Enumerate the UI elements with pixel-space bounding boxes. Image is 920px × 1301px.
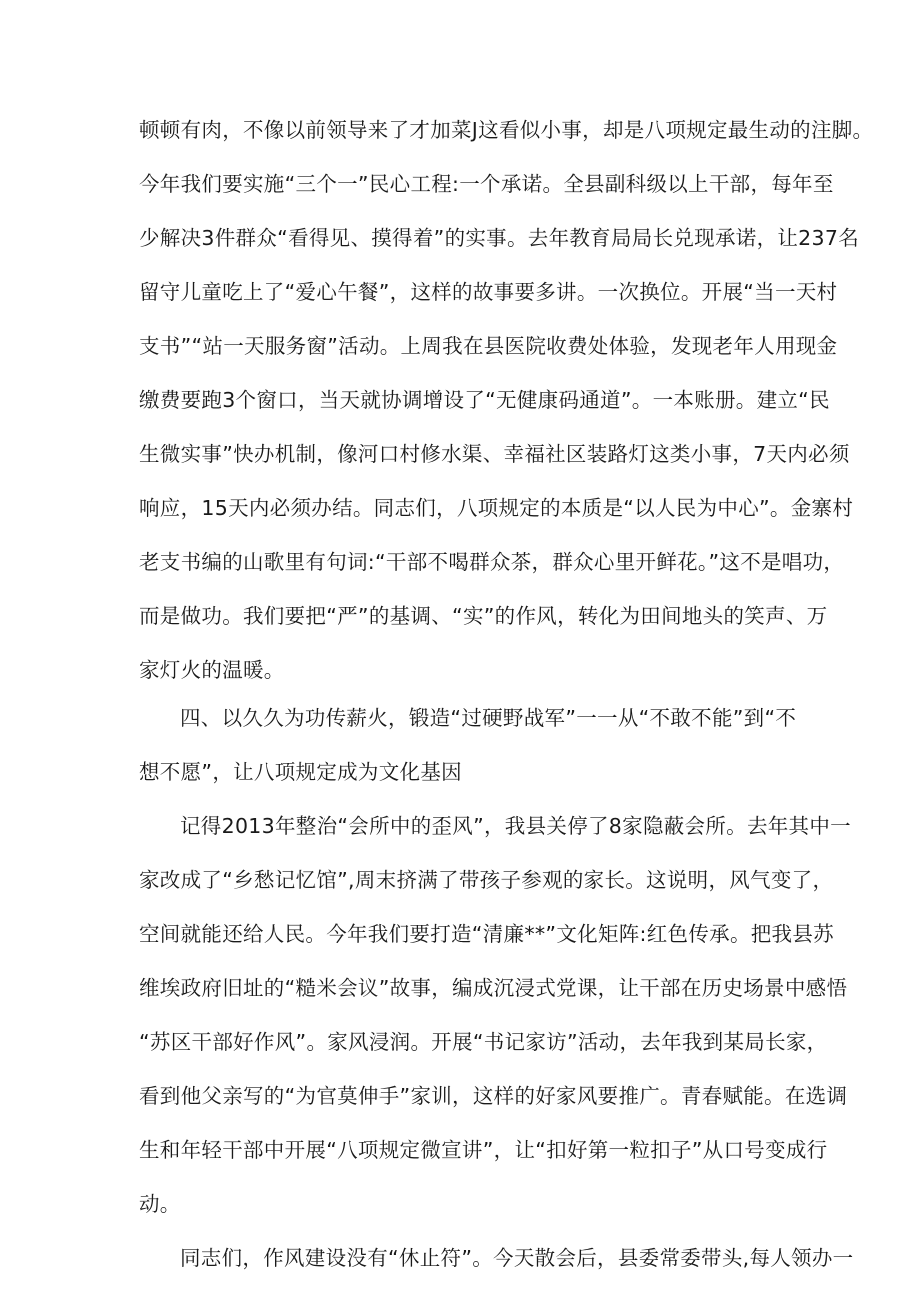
text-line: 看到他父亲写的“为官莫伸手”家训，这样的好家风要推广。青春赋能。在选调 — [139, 1084, 848, 1108]
text-line: 家改成了“乡愁记忆馆”,周末挤满了带孩子参观的家长。这说明，风气变了， — [139, 868, 834, 892]
text-line: “苏区干部好作风”。家风浸润。开展“书记家访”活动，去年我到某局长家， — [139, 1030, 828, 1054]
text-line: 缴费要跑3个窗口，当天就协调增设了“无健康码通道”。一本账册。建立“民 — [139, 388, 830, 412]
text-line: 同志们，作风建设没有“休止符”。今天散会后，县委常委带头,每人领办一 — [180, 1246, 854, 1270]
text-line: 生微实事”快办机制，像河口村修水渠、幸福社区装路灯这类小事，7天内必须 — [139, 442, 850, 466]
text-line: 少解决3件群众“看得见、摸得着”的实事。去年教育局局长兑现承诺，让237名 — [139, 226, 860, 250]
text-line: 响应，15天内必须办结。同志们，八项规定的本质是“以人民为中心”。金寨村 — [139, 496, 854, 520]
text-line: 生和年轻干部中开展“八项规定微宣讲”，让“扣好第一粒扣子”从口号变成行 — [139, 1138, 828, 1162]
text-line: 维埃政府旧址的“糙米会议”故事，编成沉浸式党课，让干部在历史场景中感悟 — [139, 976, 848, 1000]
text-line: 空间就能还给人民。今年我们要打造“清廉**”文化矩阵:红色传承。把我县苏 — [139, 922, 834, 946]
text-line: 留守儿童吃上了“爱心午餐”，这样的故事要多讲。一次换位。开展“当一天村 — [139, 280, 838, 304]
text-line: 支书”“站一天服务窗”活动。上周我在县医院收费处体验，发现老年人用现金 — [139, 334, 838, 358]
section-heading-line: 想不愿”，让八项规定成为文化基因 — [139, 760, 462, 784]
text-line: 今年我们要实施“三个一”民心工程:一个承诺。全县副科级以上干部，每年至 — [139, 172, 834, 196]
text-line: 老支书编的山歌里有句词:“干部不喝群众茶，群众心里开鲜花。”这不是唱功， — [139, 550, 845, 574]
text-line: 顿顿有肉，不像以前领导来了才加菜J这看似小事，却是八项规定最生动的注脚。 — [139, 118, 874, 142]
text-line: 家灯火的温暖。 — [139, 658, 285, 682]
text-line: 记得2013年整治“会所中的歪风”，我县关停了8家隐蔽会所。去年其中一 — [180, 814, 851, 838]
text-line: 而是做功。我们要把“严”的基调、“实”的作风，转化为田间地头的笑声、万 — [139, 604, 828, 628]
text-line: 动。 — [139, 1192, 181, 1216]
section-heading-line: 四、以久久为功传薪火，锻造“过硬野战军”一一从“不敢不能”到“不 — [180, 706, 797, 730]
